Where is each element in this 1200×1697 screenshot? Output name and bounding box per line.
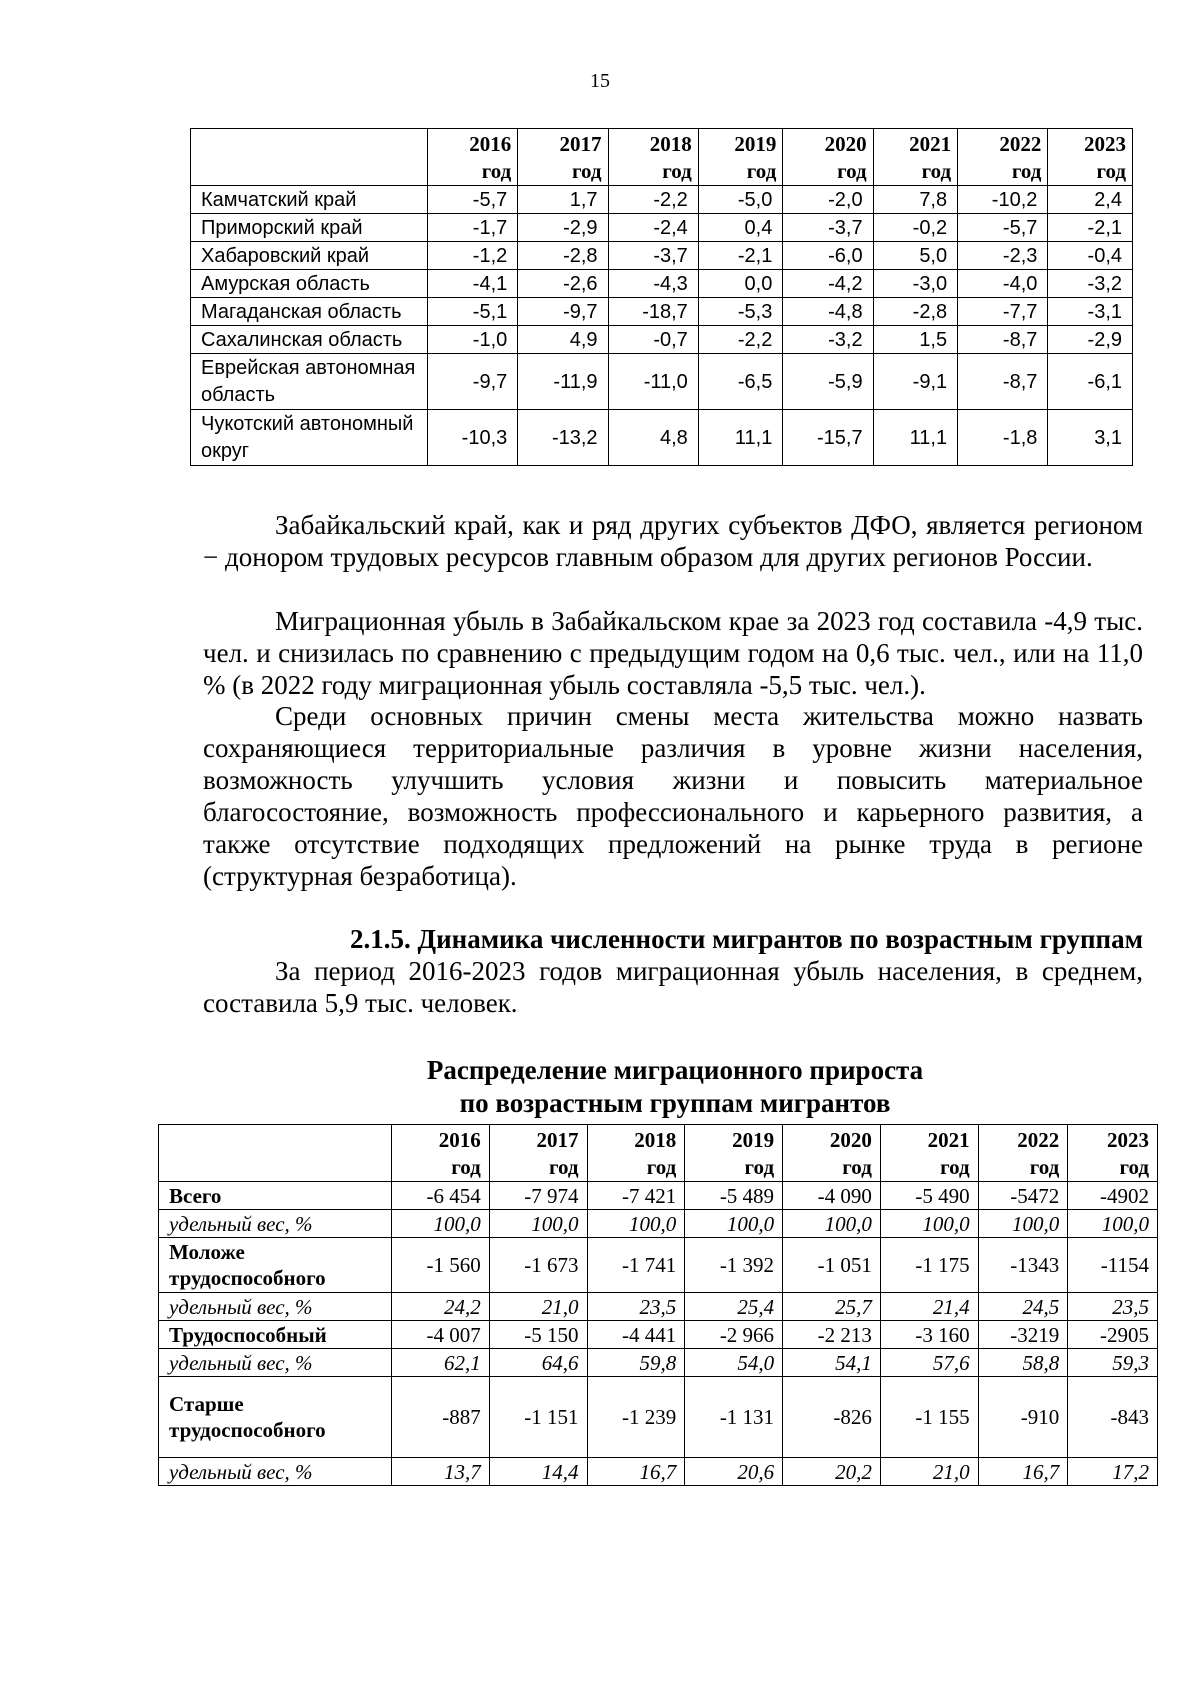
table1-year-header: 2022 год bbox=[958, 129, 1048, 186]
share-label-cell: удельный вес, % bbox=[159, 1458, 392, 1486]
value-cell: -887 bbox=[392, 1377, 490, 1458]
value-cell: -0,7 bbox=[608, 326, 698, 354]
value-cell: -1 131 bbox=[685, 1377, 783, 1458]
value-cell: -2905 bbox=[1068, 1321, 1158, 1349]
value-cell: 23,5 bbox=[587, 1293, 685, 1321]
value-cell: 16,7 bbox=[978, 1458, 1068, 1486]
age-group-migration-table bbox=[158, 1124, 1158, 1486]
value-cell: 64,6 bbox=[489, 1349, 587, 1377]
value-cell: -6 454 bbox=[392, 1182, 490, 1210]
value-cell: -8,7 bbox=[958, 326, 1048, 354]
value-cell: -2,2 bbox=[608, 186, 698, 214]
value-cell: -2,4 bbox=[608, 214, 698, 242]
table2-year-header: 2021 год bbox=[880, 1125, 978, 1182]
value-cell: -1 560 bbox=[392, 1238, 490, 1293]
value-cell: -11,0 bbox=[608, 354, 698, 410]
value-cell: 100,0 bbox=[880, 1210, 978, 1238]
value-cell: -4 441 bbox=[587, 1321, 685, 1349]
value-cell: -4,1 bbox=[428, 270, 518, 298]
table2-row bbox=[159, 1458, 1158, 1486]
table2-corner-cell bbox=[159, 1125, 392, 1182]
value-cell: 0,0 bbox=[698, 270, 783, 298]
value-cell: 1,5 bbox=[873, 326, 958, 354]
value-cell: -2 213 bbox=[783, 1321, 881, 1349]
value-cell: -3,1 bbox=[1048, 298, 1133, 326]
table2-year-header: 2022 год bbox=[978, 1125, 1068, 1182]
value-cell: 100,0 bbox=[978, 1210, 1068, 1238]
share-label-cell: удельный вес, % bbox=[159, 1210, 392, 1238]
value-cell: -1,8 bbox=[958, 410, 1048, 466]
table1-header-row bbox=[191, 129, 1133, 186]
value-cell: -7 421 bbox=[587, 1182, 685, 1210]
paragraph-reasons: Среди основных причин смены места жительства можно назвать сохраняющиеся территориальные различия в уровне жизни населения, возможность улучшить условия жизни и повысить материальное благосостояние, возможность профессионального и карьерного развития, а также отсутствие подходящих предложений на рынке труда в регионе (структурная безработица). bbox=[203, 701, 1143, 891]
table1-row bbox=[191, 326, 1133, 354]
value-cell: -0,4 bbox=[1048, 242, 1133, 270]
region-name-cell: Магаданская область bbox=[191, 298, 428, 326]
value-cell: 21,4 bbox=[880, 1293, 978, 1321]
value-cell: -2,8 bbox=[518, 242, 608, 270]
value-cell: -10,2 bbox=[958, 186, 1048, 214]
value-cell: 21,0 bbox=[489, 1293, 587, 1321]
value-cell: -1,7 bbox=[428, 214, 518, 242]
value-cell: 25,4 bbox=[685, 1293, 783, 1321]
table2-row bbox=[159, 1321, 1158, 1349]
table2-year-header: 2019 год bbox=[685, 1125, 783, 1182]
region-name-cell: Камчатский край bbox=[191, 186, 428, 214]
value-cell: -2,9 bbox=[1048, 326, 1133, 354]
value-cell: 5,0 bbox=[873, 242, 958, 270]
value-cell: 24,5 bbox=[978, 1293, 1068, 1321]
value-cell: -2,6 bbox=[518, 270, 608, 298]
value-cell: 7,8 bbox=[873, 186, 958, 214]
table2-row bbox=[159, 1210, 1158, 1238]
value-cell: 100,0 bbox=[392, 1210, 490, 1238]
value-cell: -6,0 bbox=[783, 242, 873, 270]
value-cell: 23,5 bbox=[1068, 1293, 1158, 1321]
value-cell: -10,3 bbox=[428, 410, 518, 466]
value-cell: 4,8 bbox=[608, 410, 698, 466]
value-cell: -4,2 bbox=[783, 270, 873, 298]
table2-row bbox=[159, 1349, 1158, 1377]
table1-row bbox=[191, 410, 1133, 466]
value-cell: -5,3 bbox=[698, 298, 783, 326]
age-group-name-cell: Моложе трудоспособного bbox=[159, 1238, 392, 1293]
value-cell: -2,9 bbox=[518, 214, 608, 242]
value-cell: -1 392 bbox=[685, 1238, 783, 1293]
table2-row bbox=[159, 1182, 1158, 1210]
value-cell: 59,3 bbox=[1068, 1349, 1158, 1377]
value-cell: -5,1 bbox=[428, 298, 518, 326]
value-cell: 1,7 bbox=[518, 186, 608, 214]
value-cell: -1 155 bbox=[880, 1377, 978, 1458]
value-cell: -8,7 bbox=[958, 354, 1048, 410]
value-cell: -1 741 bbox=[587, 1238, 685, 1293]
value-cell: 11,1 bbox=[873, 410, 958, 466]
value-cell: 13,7 bbox=[392, 1458, 490, 1486]
value-cell: -18,7 bbox=[608, 298, 698, 326]
table2-row bbox=[159, 1238, 1158, 1293]
value-cell: -5472 bbox=[978, 1182, 1068, 1210]
value-cell: 11,1 bbox=[698, 410, 783, 466]
value-cell: -5,0 bbox=[698, 186, 783, 214]
value-cell: -2,0 bbox=[783, 186, 873, 214]
value-cell: 2,4 bbox=[1048, 186, 1133, 214]
page-number: 15 bbox=[590, 70, 610, 92]
value-cell: -6,5 bbox=[698, 354, 783, 410]
age-group-name-cell: Всего bbox=[159, 1182, 392, 1210]
value-cell: 20,2 bbox=[783, 1458, 881, 1486]
value-cell: -7 974 bbox=[489, 1182, 587, 1210]
age-group-name-cell: Трудоспособный bbox=[159, 1321, 392, 1349]
value-cell: 54,0 bbox=[685, 1349, 783, 1377]
value-cell: -1 239 bbox=[587, 1377, 685, 1458]
value-cell: -3,2 bbox=[783, 326, 873, 354]
table1-row bbox=[191, 270, 1133, 298]
value-cell: -0,2 bbox=[873, 214, 958, 242]
value-cell: -3 160 bbox=[880, 1321, 978, 1349]
table2-caption-line2: по возрастным группам мигрантов bbox=[459, 1088, 891, 1118]
value-cell: -1 051 bbox=[783, 1238, 881, 1293]
table1-year-header: 2018 год bbox=[608, 129, 698, 186]
value-cell: -910 bbox=[978, 1377, 1068, 1458]
value-cell: 3,1 bbox=[1048, 410, 1133, 466]
table1-corner-cell bbox=[191, 129, 428, 186]
value-cell: -5 489 bbox=[685, 1182, 783, 1210]
value-cell: -4,8 bbox=[783, 298, 873, 326]
value-cell: -4 007 bbox=[392, 1321, 490, 1349]
value-cell: 100,0 bbox=[783, 1210, 881, 1238]
value-cell: -3,0 bbox=[873, 270, 958, 298]
value-cell: -2,2 bbox=[698, 326, 783, 354]
value-cell: 20,6 bbox=[685, 1458, 783, 1486]
value-cell: -3,7 bbox=[783, 214, 873, 242]
region-name-cell: Сахалинская область bbox=[191, 326, 428, 354]
value-cell: -2,8 bbox=[873, 298, 958, 326]
table1-row bbox=[191, 354, 1133, 410]
value-cell: -1,2 bbox=[428, 242, 518, 270]
section-heading: 2.1.5. Динамика численности мигрантов по возрастным группам bbox=[350, 924, 1143, 954]
value-cell: 0,4 bbox=[698, 214, 783, 242]
value-cell: -7,7 bbox=[958, 298, 1048, 326]
value-cell: -3,2 bbox=[1048, 270, 1133, 298]
value-cell: -1 175 bbox=[880, 1238, 978, 1293]
table1-row bbox=[191, 242, 1133, 270]
value-cell: 59,8 bbox=[587, 1349, 685, 1377]
regional-migration-table bbox=[190, 128, 1133, 466]
value-cell: -1 151 bbox=[489, 1377, 587, 1458]
value-cell: -4 090 bbox=[783, 1182, 881, 1210]
value-cell: 100,0 bbox=[587, 1210, 685, 1238]
value-cell: 24,2 bbox=[392, 1293, 490, 1321]
value-cell: -9,7 bbox=[428, 354, 518, 410]
value-cell: -5,9 bbox=[783, 354, 873, 410]
table2-row bbox=[159, 1293, 1158, 1321]
value-cell: -11,9 bbox=[518, 354, 608, 410]
value-cell: -5 490 bbox=[880, 1182, 978, 1210]
table2-year-header: 2018 год bbox=[587, 1125, 685, 1182]
table2-header-row bbox=[159, 1125, 1158, 1182]
value-cell: -2 966 bbox=[685, 1321, 783, 1349]
value-cell: -1343 bbox=[978, 1238, 1068, 1293]
age-group-name-cell: Старше трудоспособного bbox=[159, 1377, 392, 1458]
paragraph-migration-loss: Миграционная убыль в Забайкальском крае за 2023 год составила -4,9 тыс. чел. и снизилась по сравнению с предыдущим годом на 0,6 тыс. чел., или на 11,0 % (в 2022 году миграционная убыль составляла -5,5 тыс. чел.). bbox=[203, 606, 1143, 700]
table1-row bbox=[191, 214, 1133, 242]
table2-year-header: 2020 год bbox=[783, 1125, 881, 1182]
table1-year-header: 2016 год bbox=[428, 129, 518, 186]
value-cell: 58,8 bbox=[978, 1349, 1068, 1377]
paragraph-average-loss: За период 2016-2023 годов миграционная убыль населения, в среднем, составила 5,9 тыс. человек. bbox=[203, 956, 1143, 1018]
table2-row bbox=[159, 1377, 1158, 1458]
value-cell: -6,1 bbox=[1048, 354, 1133, 410]
value-cell: -826 bbox=[783, 1377, 881, 1458]
value-cell: -2,3 bbox=[958, 242, 1048, 270]
value-cell: 4,9 bbox=[518, 326, 608, 354]
value-cell: 21,0 bbox=[880, 1458, 978, 1486]
region-name-cell: Приморский край bbox=[191, 214, 428, 242]
region-name-cell: Амурская область bbox=[191, 270, 428, 298]
value-cell: -3219 bbox=[978, 1321, 1068, 1349]
table1-year-header: 2017 год bbox=[518, 129, 608, 186]
table2-year-header: 2023 год bbox=[1068, 1125, 1158, 1182]
table2-caption-line1: Распределение миграционного прироста bbox=[426, 1055, 924, 1085]
table1-year-header: 2023 год bbox=[1048, 129, 1133, 186]
value-cell: 57,6 bbox=[880, 1349, 978, 1377]
table2-year-header: 2016 год bbox=[392, 1125, 490, 1182]
value-cell: 62,1 bbox=[392, 1349, 490, 1377]
value-cell: -1 673 bbox=[489, 1238, 587, 1293]
value-cell: -2,1 bbox=[698, 242, 783, 270]
share-label-cell: удельный вес, % bbox=[159, 1349, 392, 1377]
value-cell: -3,7 bbox=[608, 242, 698, 270]
value-cell: -9,1 bbox=[873, 354, 958, 410]
table1-year-header: 2019 год bbox=[698, 129, 783, 186]
value-cell: 17,2 bbox=[1068, 1458, 1158, 1486]
value-cell: 100,0 bbox=[685, 1210, 783, 1238]
value-cell: -5 150 bbox=[489, 1321, 587, 1349]
table1-year-header: 2021 год bbox=[873, 129, 958, 186]
region-name-cell: Хабаровский край bbox=[191, 242, 428, 270]
value-cell: -1,0 bbox=[428, 326, 518, 354]
value-cell: -5,7 bbox=[428, 186, 518, 214]
value-cell: -843 bbox=[1068, 1377, 1158, 1458]
table1-row bbox=[191, 298, 1133, 326]
value-cell: -2,1 bbox=[1048, 214, 1133, 242]
value-cell: -4,0 bbox=[958, 270, 1048, 298]
value-cell: -15,7 bbox=[783, 410, 873, 466]
value-cell: 100,0 bbox=[1068, 1210, 1158, 1238]
value-cell: 16,7 bbox=[587, 1458, 685, 1486]
value-cell: -9,7 bbox=[518, 298, 608, 326]
value-cell: 54,1 bbox=[783, 1349, 881, 1377]
value-cell: -4902 bbox=[1068, 1182, 1158, 1210]
value-cell: 25,7 bbox=[783, 1293, 881, 1321]
value-cell: -1154 bbox=[1068, 1238, 1158, 1293]
paragraph-donor-region: Забайкальский край, как и ряд других субъектов ДФО, является регионом − донором трудовых ресурсов главным образом для других регионов России. bbox=[203, 510, 1143, 572]
table2-year-header: 2017 год bbox=[489, 1125, 587, 1182]
table1-year-header: 2020 год bbox=[783, 129, 873, 186]
value-cell: -4,3 bbox=[608, 270, 698, 298]
table1-row bbox=[191, 186, 1133, 214]
share-label-cell: удельный вес, % bbox=[159, 1293, 392, 1321]
region-name-cell: Чукотский автономный округ bbox=[191, 410, 428, 466]
region-name-cell: Еврейская автономная область bbox=[191, 354, 428, 410]
value-cell: 100,0 bbox=[489, 1210, 587, 1238]
value-cell: 14,4 bbox=[489, 1458, 587, 1486]
value-cell: -5,7 bbox=[958, 214, 1048, 242]
value-cell: -13,2 bbox=[518, 410, 608, 466]
